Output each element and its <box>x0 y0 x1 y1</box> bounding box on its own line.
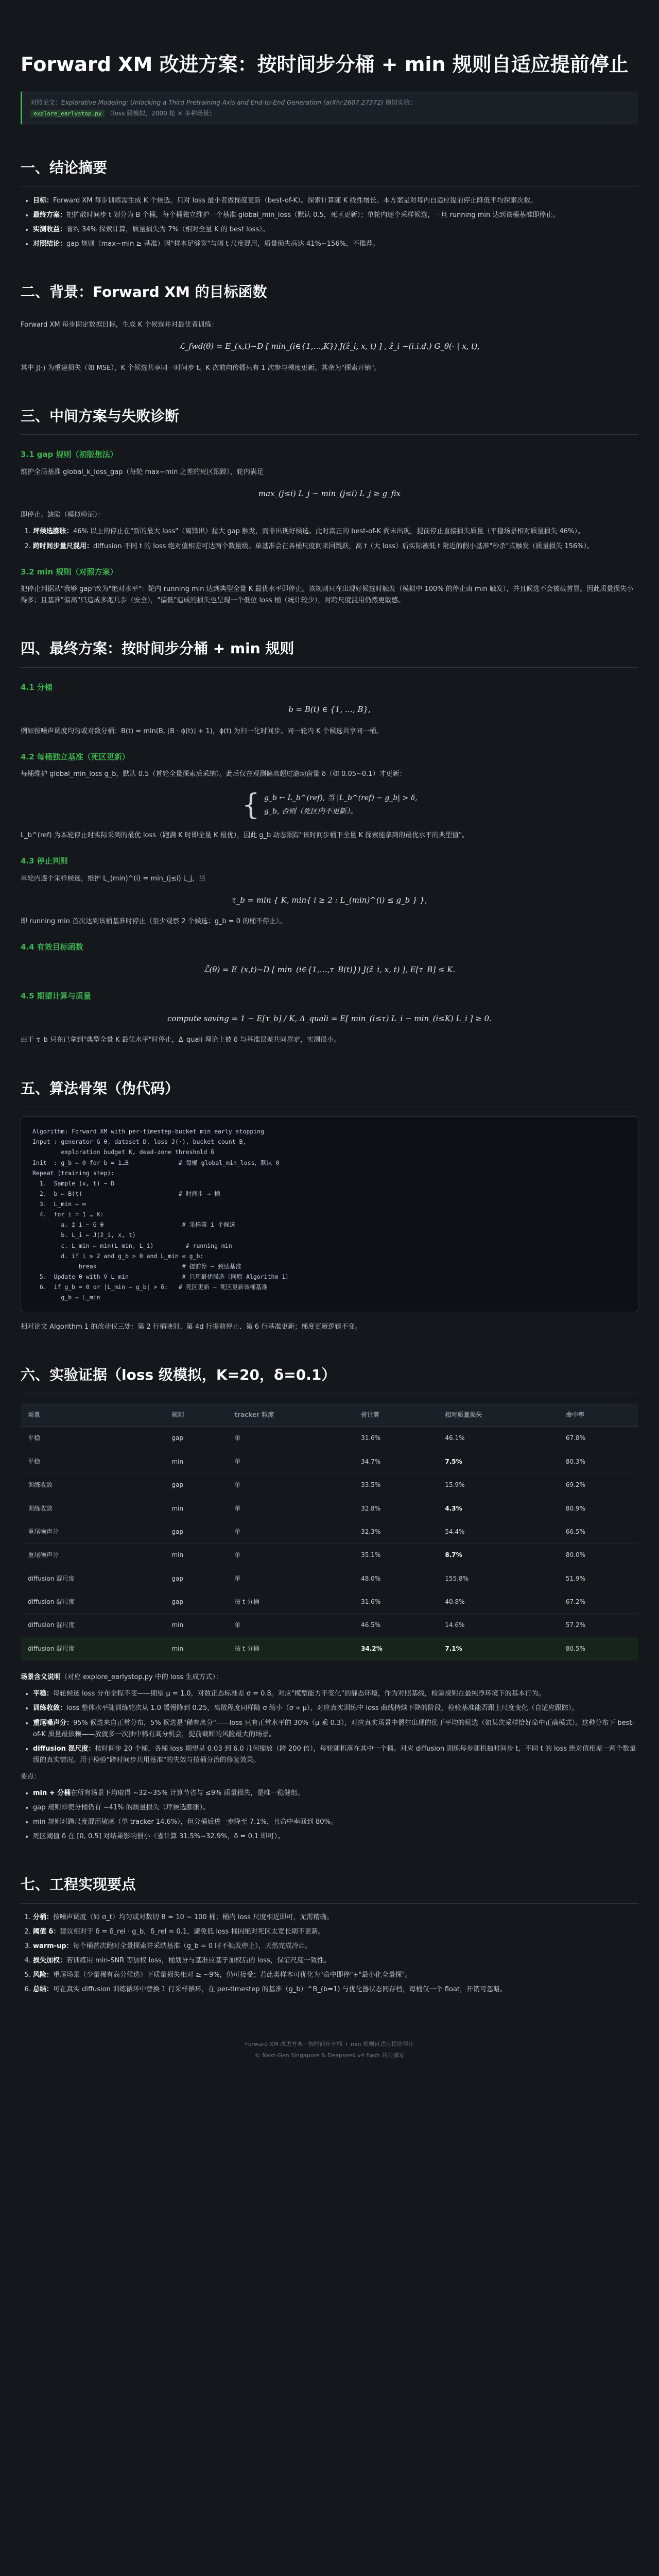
s4-sub3-equation: ℒ̃(θ) = E_(x,t)~D [ min_(i∈{1,…,τ_B(t)}) J(ẑ_i, x, t) ], E[τ_B] ≤ K. <box>203 964 456 974</box>
pseudocode-block: Algorithm: Forward XM with per-timestep-bucket min early stopping Input : generator G_θ, dataset D, loss J(·), bucket count B, exploration budget K, dead-zone threshold δ Init : g_b ← 0 for b = 1…B # 每桶 global_min_loss，默认 0 Repeat (training step): 1. Sample (x, t) ~ D 2. b ← B(t) # 时间步 → 桶 3. L_min ← ∞ 4. for i = 1 … K: a. ẑ_i ~ G_θ # 采样第 i 个候选 b. L_i ← J(ẑ_i, x, t) c. L_min ← min(L_min, L_i) # running min d. if i ≥ 2 and g_b > 0 and L_min ≤ g_b: break # 提前停 — 到达基准 5. Update θ with ∇ L_min # 只用最优候选（同原 Algorithm 1） 6. if g_b = 0 or |L_min − g_b| > δ: # 死区更新 — 死区更新该桶基准 g_b ← L_min <box>21 1116 638 1312</box>
table-cell: 单 <box>227 1427 354 1450</box>
table-cell: 单 <box>227 1473 354 1497</box>
table-cell: 32.8% <box>354 1497 438 1520</box>
s4-eq0: b = B(t) ∈ {1, …, B}, <box>288 705 371 715</box>
scenario-text: 每轮候选 loss 分布全程不变——期望 μ = 1.0，对数正态标准差 σ = 0.8。对应"模型能力不变化"的静态环境，作为对照基线，检验规则在最纯净环境下的基本行为。 <box>53 1690 545 1698</box>
table-cell: min <box>164 1450 227 1473</box>
table-cell: 单 <box>227 1544 354 1567</box>
section-4-heading: 四、最终方案：按时间步分桶 + min 规则 <box>21 636 638 668</box>
s7-item <box>33 1941 638 1952</box>
s4-p0: 例如按噪声调度均匀或对数分桶：B(t) = min(B, ⌊B · ϕ(t)⌋ + 1)，ϕ(t) 为归一化时间步。同一轮内 K 个候选共享同一桶。 <box>21 727 383 735</box>
s3-item-text: 46% 以上的停止在"新的最大 loss"（离锋出）拉大 gap 触发，而非出现好候选。此时真正的 best-of-K 尚未出现，提前停止直接损失质量（平稳场景相对质量损失 46%）。 <box>73 528 584 536</box>
s5-paragraph: 相对论文 Algorithm 1 的改动仅三处：第 2 行桶映射、第 4d 行提前停止、第 6 行基准更新；梯度更新逻辑不变。 <box>21 1323 362 1331</box>
table-cell: 14.6% <box>438 1614 559 1637</box>
table-row <box>21 1427 638 1450</box>
table-cell: diffusion 混尺度 <box>21 1637 164 1660</box>
table-cell: 80.0% <box>559 1544 638 1567</box>
table-cell: gap <box>164 1473 227 1497</box>
scenario-item <box>33 1688 638 1700</box>
table-cell: 8.7% <box>438 1544 559 1567</box>
table-cell: min <box>164 1637 227 1660</box>
footer <box>21 2027 638 2061</box>
s1-item-label: 最终方案： <box>33 211 67 219</box>
s7-item-label: 总结： <box>33 1986 54 1994</box>
s7-item-label: 阈值 δ： <box>33 1928 60 1936</box>
scenario-intro <box>21 1672 638 1683</box>
table-cell: 4.3% <box>438 1497 559 1520</box>
s7-item-text: 建议相对于 δ = δ_rel · g_b，δ_rel ≈ 0.1，避免低 loss 桶因绝对死区太宽长期不更新。 <box>60 1928 325 1936</box>
table-cell: 51.9% <box>559 1567 638 1590</box>
point-item <box>33 1831 638 1842</box>
table-cell: 80.9% <box>559 1497 638 1520</box>
s4-sub4-equation: compute saving = 1 − E[τ_b] / K, Δ_quali = E[ min_(i≤τ) L_i − min_(i≤K) L_i ] ≥ 0. <box>167 1013 492 1023</box>
table-cell: 7.5% <box>438 1450 559 1473</box>
table-cell: 7.1% <box>438 1637 559 1660</box>
point-text: min 规则对跨尺度混用敏感（单 tracker 14.6%），但分桶后进一步降至 7.1%，且命中率回到 80%。 <box>33 1818 337 1826</box>
point-item <box>33 1788 638 1799</box>
s7-item <box>33 1984 638 1995</box>
s7-item <box>33 1955 638 1967</box>
points-label: 要点： <box>21 1772 41 1781</box>
s1-item <box>33 224 638 235</box>
table-cell: min <box>164 1497 227 1520</box>
table-cell: 67.8% <box>559 1427 638 1450</box>
point-text: gap 规则即使分桶仍有 ~41% 的质量损失（坪候选膨胀）。 <box>33 1804 210 1812</box>
column-header: tracker 粒度 <box>227 1403 354 1427</box>
scenario-label: 平稳： <box>33 1690 54 1698</box>
s3-sub1-item <box>33 541 638 552</box>
case-line-1: g_b ← L_b^(ref), 当 |L_b^(ref) − g_b| > δ, <box>264 793 418 802</box>
table-cell: 单 <box>227 1567 354 1590</box>
s3-sub1-item <box>33 526 638 537</box>
table-cell: 40.8% <box>438 1590 559 1614</box>
point-text: 死区阈值 δ 在 [0, 0.5] 对结果影响很小（省计算 31.5%~32.9%，δ = 0.1 即可）。 <box>33 1833 284 1841</box>
scenario-text: loss 整体水平随训练轮次从 1.0 缓慢降到 0.25，离散程度同样随 σ 缩小（σ ∝ μ），对应真实训练中 loss 曲线持续下降的阶段，检验基准能否跟上尺度变化（自适应跟踪）。 <box>66 1704 579 1713</box>
table-cell: 按 t 分桶 <box>227 1590 354 1614</box>
table-header-row <box>21 1403 638 1427</box>
s4-sub4-p: 由于 τ_b 只在已拿到"典型全量 K 最优水平"时停止，Δ_quali 理论上被 δ 与基准误差共同界定，实测很小。 <box>21 1036 341 1044</box>
section-1-heading: 一、结论摘要 <box>21 156 638 187</box>
scenario-item <box>33 1718 638 1740</box>
page-title: Forward XM 改进方案：按时间步分桶 + min 规则自适应提前停止 <box>21 53 629 76</box>
section-7-heading: 七、工程实现要点 <box>21 1872 638 1904</box>
footer-line-2: © Next-Gen Singapore & Deepseek v4 flash 共同撰写 <box>254 2052 405 2059</box>
table-row <box>21 1497 638 1520</box>
s2-equation: ℒ_fwd(θ) = E_(x,t)~D [ min_(i∈{1,…,K}) J(ẑ_i, x, t) ] , ẑ_i ~(i.i.d.) G_θ(· | x, t), <box>179 342 480 351</box>
column-header: 规则 <box>164 1403 227 1427</box>
table-cell: 155.8% <box>438 1567 559 1590</box>
scenario-intro-text: （对应 explore_earlystop.py 中的 loss 生成方式）： <box>61 1673 222 1682</box>
s3-sub1-list <box>21 526 638 552</box>
section-2-heading: 二、背景：Forward XM 的目标函数 <box>21 280 638 311</box>
table-cell: 46.5% <box>354 1614 438 1637</box>
s1-item-label: 实测收益： <box>33 226 67 234</box>
s7-item-label: 分桶： <box>33 1913 54 1921</box>
s1-item-text: gap 规则（max−min ≥ 基准）因"样本足够宽"与阈 t 尺度混用，质量损失高达 41%~156%，不推荐。 <box>66 240 379 248</box>
point-item <box>33 1817 638 1828</box>
scenario-label: 训练收敛： <box>33 1704 67 1713</box>
table-cell: 80.3% <box>559 1450 638 1473</box>
s3-sub1-p2: 即停止。缺陷（模拟验证）： <box>21 511 105 519</box>
table-cell: 34.2% <box>354 1637 438 1660</box>
table-cell: 15.9% <box>438 1473 559 1497</box>
table-body <box>21 1427 638 1660</box>
s3-item-text: diffusion 不同 t 的 loss 绝对值相差可达两个数量级。单基准会在各桶尺度间来回跳跃，高 t（大 loss）后实际被低 t 附近的假小基准"秒杀"式触发（质量损失 156%）。 <box>93 542 594 550</box>
footer-line-1: Forward XM 改进方案 · 按时间步分桶 + min 规则自适应提前停止 <box>245 2040 414 2047</box>
meta-box <box>21 91 638 125</box>
table-row <box>21 1473 638 1497</box>
table-row <box>21 1590 638 1614</box>
s7-item <box>33 1926 638 1938</box>
table-cell: gap <box>164 1427 227 1450</box>
s4-sub1-p1: 每桶维护 global_min_loss g_b，默认 0.5（首轮全量探索后采纳）。此后仅在观测偏离超过滤动窗量 δ（如 0.05~0.1）才更新： <box>21 770 406 778</box>
s1-item-text: 把扩散时间步 t 划分为 B 个桶，每个桶独立维护一个基准 global_min_loss（默认 0.5，死区更新）；单轮内逐个采样候选，一旦 running min 达到该桶基准即停止。 <box>66 211 560 219</box>
s7-item-label: warm-up： <box>33 1942 73 1951</box>
table-row <box>21 1637 638 1660</box>
meta-prefix: 对照论文： <box>30 99 62 107</box>
s1-item <box>33 210 638 221</box>
s7-item-text: 重尾场景（少量稀有高分候选）下质量损失相对 ≥ ~9%，仍可接受；若此类样本可优化为"命中即停"+"最小化全量探"。 <box>53 1971 412 1979</box>
s3-item-label: 坪候选膨胀： <box>33 528 74 536</box>
table-cell: min <box>164 1544 227 1567</box>
s1-item-text: 省约 34% 探索计算，质量损失为 7%（相对全量 K 的 best loss）。 <box>66 226 269 234</box>
point-label: min + 分桶 <box>33 1789 71 1797</box>
s7-item-label: 风险： <box>33 1971 54 1979</box>
s1-item-label: 对照结论： <box>33 240 67 248</box>
table-cell: 单 <box>227 1614 354 1637</box>
scenario-item <box>33 1743 638 1766</box>
table-cell: 31.6% <box>354 1427 438 1450</box>
column-header: 省计算 <box>354 1403 438 1427</box>
table-cell: 单 <box>227 1497 354 1520</box>
s2-paragraph-2: 其中 J(·) 为重建损失（如 MSE），K 个候选共享同一时间步 t。K 次前向传播只有 1 次参与梯度更新。其余为"探索开销"。 <box>21 364 381 372</box>
column-header: 相对质量损失 <box>438 1403 559 1427</box>
table-cell: 67.2% <box>559 1590 638 1614</box>
scenario-label: diffusion 混尺度： <box>33 1744 95 1753</box>
table-cell: 35.1% <box>354 1544 438 1567</box>
table-cell: diffusion 混尺度 <box>21 1614 164 1637</box>
points-list <box>21 1788 638 1842</box>
scenario-label: 重尾噪声分： <box>33 1719 74 1727</box>
meta-code: explore_earlystop.py <box>30 110 105 117</box>
meta-suffix: 模拟实验： <box>383 99 417 107</box>
table-cell: 平稳 <box>21 1450 164 1473</box>
table-cell: 34.7% <box>354 1450 438 1473</box>
point-text: 在所有场景下均取得 ~32~35% 计算节省与 ≤9% 质量损失，是唯一稳健组。 <box>71 1789 304 1797</box>
s7-list <box>21 1912 638 1996</box>
s4-sub2-equation: τ_b = min { K, min{ i ≥ 2 : L_(min)^(i) ≤ g_b } }, <box>232 895 427 905</box>
s4-sub2-heading: 4.3 停止判则 <box>21 856 68 866</box>
table-cell: 按 t 分桶 <box>227 1637 354 1660</box>
scenario-item <box>33 1703 638 1714</box>
table-row <box>21 1567 638 1590</box>
results-table <box>21 1403 638 1660</box>
s1-item-label: 目标： <box>33 196 54 205</box>
s7-item <box>33 1912 638 1923</box>
table-cell: diffusion 混尺度 <box>21 1590 164 1614</box>
table-cell: 重尾噪声分 <box>21 1520 164 1543</box>
s7-item-text: 可在真实 diffusion 训练循环中替换 1 行采样循环，在 per-timestep 的基准（g_b）^B_(b=1) 与优化器状态同存档，每桶仅一个 float，开销可忽略。 <box>53 1986 507 1994</box>
brace: { <box>241 788 261 822</box>
s4-sub4-heading: 4.5 期望计算与质量 <box>21 991 91 1001</box>
table-row <box>21 1520 638 1543</box>
table-cell: 重尾噪声分 <box>21 1544 164 1567</box>
table-cell: 80.5% <box>559 1637 638 1660</box>
table-cell: 69.2% <box>559 1473 638 1497</box>
scenario-list <box>21 1688 638 1766</box>
s4-sub2-p1: 单轮内逐个采样候选，维护 L_(min)^(i) = min_(j≤i) L_j，当 <box>21 874 206 883</box>
s3-sub1-p1: 维护全局基准 global_k_loss_gap（每轮 max−min 之差的死区跟踪），轮内满足 <box>21 468 264 476</box>
s3-sub1-heading: 3.1 gap 规则（初版想法） <box>21 450 118 460</box>
table-cell: 训练收敛 <box>21 1497 164 1520</box>
column-header: 场景 <box>21 1403 164 1427</box>
meta-line-2 <box>30 108 630 119</box>
scenario-text: 95% 候选来自正常分布，5% 候选是"稀有离分"——loss 只有正常水平的 30%（μ 乘 0.3），对应真实场景中偶尔出现的优于平均的候选（如某次采样恰好命中正确模式）。这种分布下 best-of-K 质量最依赖——放就多一次抽中稀有高分机会，提前截断的风险最大的场景。 <box>33 1719 635 1738</box>
case-line-2: g_b, 否则（死区内不更新）。 <box>264 807 357 816</box>
column-header: 命中率 <box>559 1403 638 1427</box>
s7-item-text: 若训练用 min-SNR 等加权 loss，桶划分与基准应基于加权后的 loss，保证尺度一致性。 <box>66 1957 331 1965</box>
meta-paper: Explorative Modeling: Unlocking a Third Pretraining Axis and End-to-End Generation (arXiv:2607.27372) <box>61 99 384 107</box>
s1-item <box>33 239 638 250</box>
s7-item-text: 按噪声调度（如 σ_t）均匀或对数切 B = 10 ~ 100 桶；桶内 loss 尺度相近即可，无需精确。 <box>53 1913 334 1921</box>
s3-item-label: 跨时间步量尺混用： <box>33 542 94 550</box>
table-cell: 单 <box>227 1450 354 1473</box>
section-3-heading: 三、中间方案与失败诊断 <box>21 404 638 435</box>
s3-sub2-heading: 3.2 min 规则（对照方案） <box>21 567 118 577</box>
table-cell: gap <box>164 1520 227 1543</box>
s7-item-label: 损失加权： <box>33 1957 67 1965</box>
table-row <box>21 1450 638 1473</box>
table-cell: 31.6% <box>354 1590 438 1614</box>
s4-sub1-heading: 4.2 每桶独立基准（死区更新） <box>21 752 130 761</box>
s4-sub0-heading: 4.1 分桶 <box>21 682 53 692</box>
table-cell: 66.5% <box>559 1520 638 1543</box>
meta-rest: （loss 级模拟，2000 轮 × 多种场景） <box>107 109 216 117</box>
s7-item <box>33 1970 638 1981</box>
table-row <box>21 1544 638 1567</box>
table-cell: gap <box>164 1567 227 1590</box>
s1-list <box>21 195 638 250</box>
table-cell: min <box>164 1614 227 1637</box>
cases-group <box>241 788 418 822</box>
table-cell: 48.0% <box>354 1567 438 1590</box>
table-cell: 46.1% <box>438 1427 559 1450</box>
s4-sub1-p2: L_b^(ref) 为本轮停止时实际采到的最优 loss（跑满 K 时即全量 K 最优），因此 g_b 动态跟踪"该时间步桶下全量 K 探索能拿到的最优水平的典型值"。 <box>21 832 469 840</box>
table-cell: 54.4% <box>438 1520 559 1543</box>
table-cell: gap <box>164 1590 227 1614</box>
table-cell: 57.2% <box>559 1614 638 1637</box>
s4-cases <box>21 788 638 822</box>
s7-item-text: 每个桶首次跑时全量探索并采纳基准（g_b = 0 时不触发停止），天然完成冷启。 <box>73 1942 312 1951</box>
s4-sub2-p2: 即 running min 首次达到该桶基准时停止（至少观察 2 个候选；g_b = 0 的桶不停止）。 <box>21 918 286 926</box>
scenario-intro-label: 场景含义说明 <box>21 1673 61 1682</box>
section-5-heading: 五、算法骨架（伪代码） <box>21 1076 638 1108</box>
point-item <box>33 1802 638 1814</box>
case-lines <box>264 791 418 820</box>
table-cell: diffusion 混尺度 <box>21 1567 164 1590</box>
table-cell: 32.3% <box>354 1520 438 1543</box>
s4-sub3-heading: 4.4 有效目标函数 <box>21 942 83 952</box>
table-cell: 33.5% <box>354 1473 438 1497</box>
s1-item-text: Forward XM 每步训练需生成 K 个候选，只对 loss 最小者做梯度更新（best-of-K）。探索计算随 K 线性增长。本方案是对每内自适应提前停止降低平均探索次数。 <box>53 196 537 205</box>
section-6-heading: 六、实验证据（loss 级模拟，K=20，δ=0.1） <box>21 1363 638 1394</box>
s3-sub2-p1: 把停止判据从"我够 gap"改为"绝对水平"：轮内 running min 达到典型全量 K 最优水平即停止。该规则只在出现好候选时触发（模拟中 100% 的停止由 min 触发），并且候选不会被截首显。因此质量损失小得多；且基准"偏高"只造成多跑几步（安全），"偏低"造成的损失也呈现一个低位 loss 桶（统计较少），对跨尺度混用仍然更敏感。 <box>21 585 634 605</box>
table-cell: 训练收敛 <box>21 1473 164 1497</box>
table-cell: 平稳 <box>21 1427 164 1450</box>
table-row <box>21 1614 638 1637</box>
document <box>21 0 638 2088</box>
s1-item <box>33 195 638 207</box>
table-cell: 单 <box>227 1520 354 1543</box>
meta-line-1 <box>30 97 630 108</box>
s3-sub1-equation: max_(j≤i) L_j − min_(j≤i) L_j ≥ g_fix <box>258 488 401 498</box>
scenario-text: 按时间步 20 个桶，各桶 loss 期望呈 0.03 到 6.0 几何缩放（跨 200 倍），每轮随机落在其中一个桶。对应 diffusion 训练每步随机抽时间步 t，不同 t 的 loss 绝对值相差一两个数量级的真实情况。用于检验"跨时间步共用基准"的失效与按桶分治的修复效果。 <box>33 1744 636 1764</box>
s2-paragraph-1: Forward XM 每步固定数据目标，生成 K 个候选并对最优者训练： <box>21 320 218 329</box>
